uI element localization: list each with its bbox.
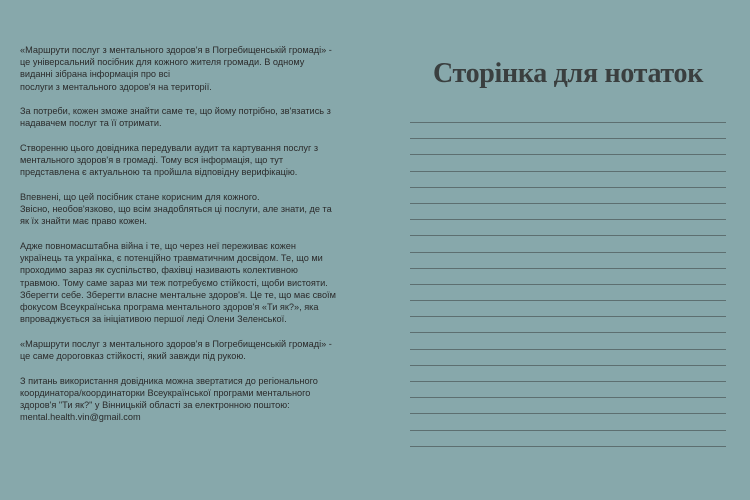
note-line xyxy=(410,138,726,154)
note-line xyxy=(410,171,726,187)
paragraph-contact: З питань використання довідника можна звертатися до регіонального координатора/координаторки Всеукраїнської програми ментального здоров'я "Ти як?" у Вінницькій області за електронною поштою: mental.health.vin@gmail.com xyxy=(20,375,318,423)
note-line xyxy=(410,219,726,235)
notes-page xyxy=(410,54,726,94)
note-line xyxy=(410,430,726,446)
paragraph-war-trauma: Адже повномасштабна війна і те, що через неї переживає кожен українець та українка, є потенційно травматичним досвідом. Те, що ми проходимо зараз як суспільство, фахівці називають колективною травмою. Тому саме зараз ми теж потребуємо стійкості, щоби вистояти. Зберегти себе. Зберегти власне ментальне здоров'я. Це те, що має своїм фокусом Всеукраїнська програма ментального здоров'я «Ти як?», яка впроваджується за ініціативою першої леді Олени Зеленської. xyxy=(20,241,336,325)
note-line xyxy=(410,154,726,170)
note-line xyxy=(410,316,726,332)
note-line xyxy=(410,203,726,219)
notes-title: Сторінка для нотаток xyxy=(432,58,704,89)
note-line xyxy=(410,187,726,203)
note-line xyxy=(410,122,726,138)
note-line xyxy=(410,381,726,397)
note-line xyxy=(410,349,726,365)
note-lines xyxy=(410,122,726,462)
note-line xyxy=(410,413,726,429)
note-line xyxy=(410,252,726,268)
paragraph-intro: «Маршрути послуг з ментального здоров'я в Погребищенській громаді» - це універсальний посібник для кожного жителя громади. В одному виданні зібрана інформація про всі послуги з ментального здоров'я на території. xyxy=(20,45,332,92)
paragraph-find-service: За потреби, кожен зможе знайти саме те, що йому потрібно, зв'язатись з надавачем послуг та її отримати. xyxy=(20,106,331,129)
note-line xyxy=(410,446,726,462)
note-line xyxy=(410,332,726,348)
note-line xyxy=(410,397,726,413)
note-line xyxy=(410,300,726,316)
paragraph-guide-resilience: «Маршрути послуг з ментального здоров'я в Погребищенській громаді» - це саме дороговказ стійкості, який завжди під рукою. xyxy=(20,338,332,362)
note-line xyxy=(410,268,726,284)
paragraph-useful: Впевнені, що цей посібник стане корисним для кожного. Звісно, необов'язково, що всім знадобляться ці послуги, але знати, де та як їх знайти має право кожен. xyxy=(20,192,332,227)
paragraph-audit: Створенню цього довідника передували аудит та картування послуг з ментального здоров'я в громаді. Тому вся інформація, що тут представлена є актуальною та пройшла відповідну верифікацію. xyxy=(20,143,319,178)
note-line xyxy=(410,284,726,300)
note-line xyxy=(410,365,726,381)
note-line xyxy=(410,235,726,251)
intro-text-column xyxy=(20,44,356,436)
